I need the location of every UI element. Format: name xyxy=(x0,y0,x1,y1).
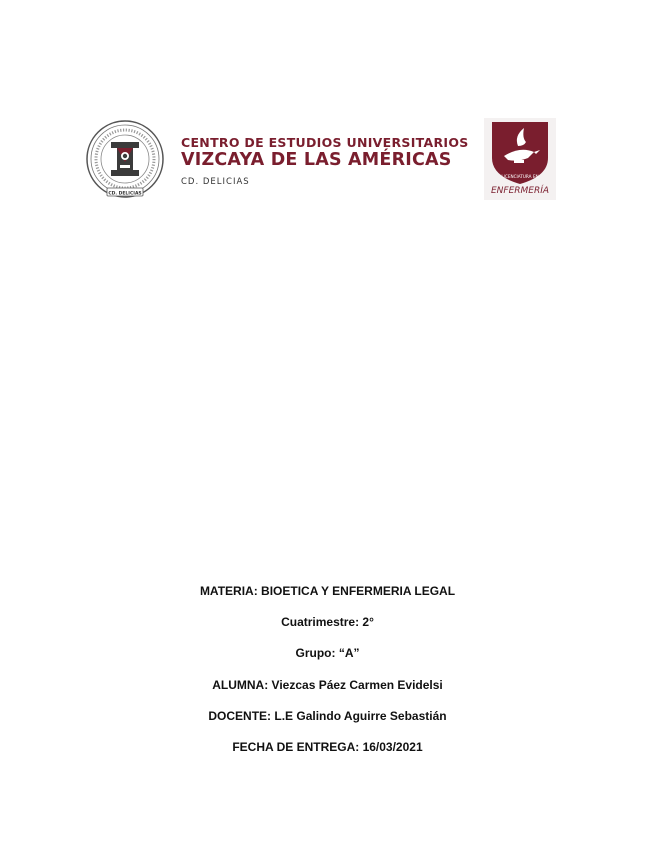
institution-name-line1: CENTRO DE ESTUDIOS UNIVERSITARIOS xyxy=(181,135,469,150)
campus-name: CD. DELICIAS xyxy=(181,177,250,187)
nursing-logo-small-text: LICENCIATURA EN xyxy=(501,174,539,179)
nursing-lamp-logo-icon xyxy=(484,118,556,200)
nursing-logo-big-text: ENFERMERÍA xyxy=(490,186,550,196)
teacher-line: DOCENTE: L.E Galindo Aguirre Sebastián xyxy=(208,708,447,723)
due-date-line: FECHA DE ENTREGA: 16/03/2021 xyxy=(232,739,423,754)
group-line: Grupo: “A” xyxy=(295,646,360,661)
student-line: ALUMNA: Viezcas Páez Carmen Evidelsi xyxy=(212,677,443,692)
university-seal-icon xyxy=(85,118,165,202)
subject-line: MATERIA: BIOETICA Y ENFERMERIA LEGAL xyxy=(199,584,456,598)
document-header xyxy=(85,118,560,202)
term-line: Cuatrimestre: 2° xyxy=(281,615,374,630)
institution-name-block xyxy=(181,136,471,187)
cover-info-block xyxy=(0,584,655,771)
institution-name-line2: VIZCAYA DE LAS AMÉRICAS xyxy=(181,150,452,170)
seal-banner-text: CD. DELICIAS xyxy=(108,191,142,197)
